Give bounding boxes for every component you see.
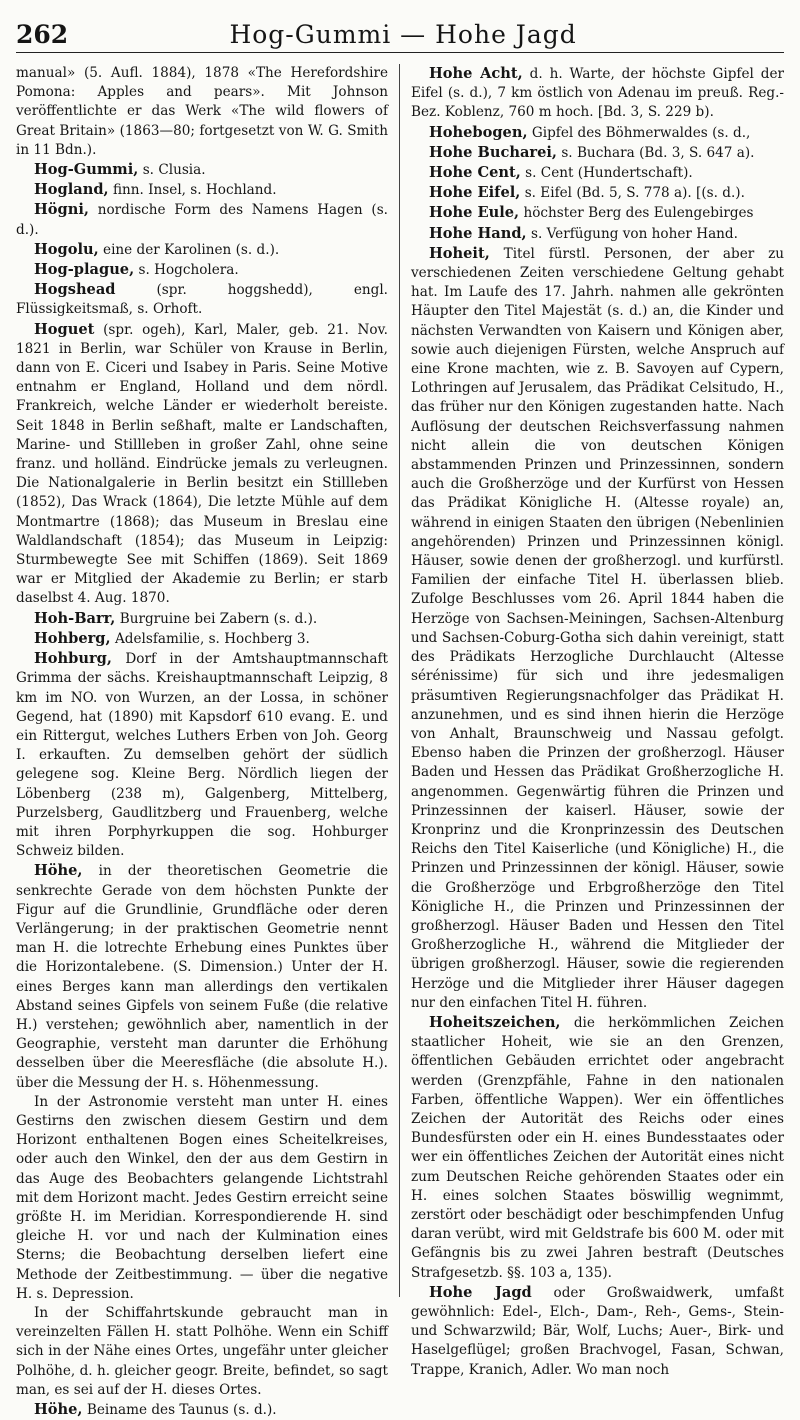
entry-body: d. h. Warte, der höchste Gipfel der Eifel (s. d.), 7 km östlich von Adenau im preuß. Reg.-Bez. Koblenz, 760 m hoch. [Bd. 3, S. 229 b). bbox=[411, 66, 785, 121]
headword: Hohe Jagd bbox=[429, 1283, 532, 1301]
entry bbox=[16, 280, 388, 319]
entry-paragraph bbox=[16, 1093, 388, 1304]
running-head: Hog-Gummi — Hohe Jagd bbox=[229, 19, 577, 49]
headword: Hohburg, bbox=[34, 650, 112, 668]
headword: Hohe Hand, bbox=[429, 224, 527, 242]
entry bbox=[411, 143, 784, 163]
entry-body: in der theoretischen Geometrie die senkrechte Gerade von dem höchsten Punkte der Figur auf die Grundlinie, Grundfläche oder deren Verlängerung; in der praktischen Geometrie nennt man H. die lotrechte Erhebung eines Punktes über die Horizontalebene. (S. Dimension.) Unter der H. eines Berges kann man allerdings den vertikalen Abstand seines Gipfels von seinem Fuße (die relative H.) verstehen; gewöhnlich aber, namentlich in der Geographie, versteht man darunter die Erhöhung desselben über die Meeresfläche (die absolute H.). über die Messung der H. s. Höhenmessung. bbox=[16, 863, 389, 1091]
headword: Hoheitszeichen, bbox=[429, 1013, 561, 1031]
entry bbox=[16, 629, 388, 649]
entry-body: s. Clusia. bbox=[142, 162, 206, 179]
headword: Hohberg, bbox=[34, 629, 111, 647]
entry-body: In der Astronomie versteht man unter H. eines Gestirns den zwischen diesem Gestirn und dem Horizont enthaltenen Bogen eines Scheitelkreises, oder auch den Winkel, den der aus dem Gestirn in das Auge des Beobachters gelangende Lichtstrahl mit dem Horizont macht. Jedes Gestirn erreicht seine größte H. im Meridian. Korrespondierende H. sind gleiche H. vor und nach der Kulmination eines Sterns; die Beobachtung derselben liefert eine Methode der Zeitbestimmung. — über die negative H. s. Depression. bbox=[16, 1093, 388, 1302]
entry-body: höchster Berg des Eulengebirges bbox=[523, 205, 754, 222]
entry-body: finn. Insel, s. Hochland. bbox=[112, 182, 277, 199]
entry bbox=[411, 163, 784, 183]
entry-body: s. Buchara (Bd. 3, S. 647 a). bbox=[561, 144, 755, 161]
entry bbox=[16, 1400, 388, 1420]
headword: Hogland, bbox=[34, 181, 109, 199]
entry-body: s. Eifel (Bd. 5, S. 778 a). [(s. d.). bbox=[524, 185, 745, 202]
headword: Hohe Eule, bbox=[429, 204, 520, 222]
entry bbox=[411, 1283, 784, 1380]
entry-body: s. Verfügung von hoher Hand. bbox=[530, 225, 738, 242]
entry bbox=[16, 160, 388, 180]
entry-body: (spr. ogeh), Karl, Maler, geb. 21. Nov. 1821 in Berlin, war Schüler von Krause in Berlin, dann von E. Ciceri und Isabey in Paris. Seine Motive entnahm er England, Holland und dem nördl. Frankreich, welche Länder er wiederholt bereiste. Seit 1848 in Berlin seßhaft, malte er Landschaften, Marine- und Stillleben in großer Zahl, ohne seine franz. und holländ. Eindrücke jemals zu verleugnen. Die Nationalgalerie in Berlin besitzt ein Stillleben (1852), Das Wrack (1864), Die letzte Mühle auf dem Montmartre (1868); das Museum in Breslau eine Waldlandschaft (1854); das Museum in Leipzig: Sturmbewegte See mit Schiffen (1869). Seit 1869 war er Mitglied der Akademie zu Berlin; er starb daselbst 4. Aug. 1870. bbox=[16, 321, 388, 607]
headword: Hoheit, bbox=[429, 244, 490, 262]
entry-body: s. Hogcholera. bbox=[138, 262, 239, 279]
headword: Hogshead bbox=[34, 281, 116, 299]
right-column bbox=[400, 64, 785, 1378]
text-columns bbox=[16, 64, 785, 1419]
page-header bbox=[16, 16, 784, 53]
entry bbox=[16, 861, 388, 1092]
entry-paragraph bbox=[16, 1304, 388, 1400]
entry bbox=[16, 200, 388, 239]
left-column bbox=[16, 64, 400, 1419]
headword: Hoh-Barr, bbox=[34, 609, 116, 627]
entry-body: Titel fürstl. Personen, der aber zu verschiedenen Zeiten verschiedene Geltung gehabt hat. Im Laufe des 17. Jahrh. nahmen alle gekrönten Häupter den Titel Majestät (s. d.) an, die Kinder und nächsten Verwandten von Kaisern und Königen aber, sowie auch diejenigen Fürsten, welche Anspruch auf eine Krone machten, wie z. B. Savoyen auf Cypern, Lothringen auf Jerusalem, das Prädikat Celsitudo, H., das früher nur den Königen zugestanden hatte. Nach Auflösung der deutschen Reichsverfassung nahmen nicht allein die von deutschen Königen abstammenden Prinzen und Prinzessinnen, sondern auch die Großherzöge und der Kurfürst von Hessen das Prädikat Königliche H. (Altesse royale) an, während in einigen Staaten den übrigen (Nebenlinien angehörenden) Prinzen und Prinzessinnen königl. Häuser, sowie denen der großherzogl. und kurfürstl. Familien der einfache Titel H. überlassen blieb. Zufolge Beschlusses vom 26. April 1844 haben die Herzöge von Sachsen-Meiningen, Sachsen-Altenburg und Sachsen-Coburg-Gotha sich dahin vereinigt, statt des Prädikats Herzogliche Durchlaucht (Altesse sérénissime) für sich und ihre jedesmaligen präsumtiven Regierungsnachfolger das Prädikat H. anzunehmen, und es sind ihnen hierin die Herzöge von Anhalt, Braunschweig und Nassau gefolgt. Ebenso haben die Prinzen der großherzogl. Häuser Baden und Hessen das Prädikat Großherzogliche H. angenommen. Gegenwärtig führen die Prinzen und Prinzessinnen der kaiserl. Häuser, sowie der Kronprinz und die Kronprinzessin des Deutschen Reichs den Titel Kaiserliche (und Königliche) H., die Prinzen und Prinzessinnen der königl. Häuser, sowie die Großherzöge und Erbgroßherzöge den Titel Königliche H., die Prinzen und Prinzessinnen der großherzogl. Häuser Baden und Hessen den Titel Großherzogliche H., während die Mitglieder der übrigen großherzogl. Häuser, sowie die regierenden Herzöge und die Mitglieder ihrer Häuser dagegen nur den einfachen Titel H. führen. bbox=[411, 245, 784, 1011]
headword: Hohe Bucharei, bbox=[429, 143, 557, 161]
entry-body: Adelsfamilie, s. Hochberg 3. bbox=[114, 630, 310, 647]
entry-body: s. Cent (Hundertschaft). bbox=[525, 165, 693, 182]
entry-body: Gipfel des Böhmerwaldes (s. d., bbox=[531, 124, 751, 141]
entry bbox=[411, 224, 784, 244]
headword: Hoguet bbox=[34, 320, 95, 338]
entry bbox=[16, 649, 388, 861]
entry bbox=[16, 180, 388, 200]
entry bbox=[16, 320, 388, 609]
entry-body: Beiname des Taunus (s. d.). bbox=[86, 1402, 277, 1419]
entry-body: manual» (5. Aufl. 1884), 1878 «The Herefordshire Pomona: Apples and pears». Mit Johnson veröffentlichte er das Werk «The wild flowers of Great Britain» (1863—80; fortgesetzt von W. G. Smith in 11 Bdn.). bbox=[16, 65, 388, 158]
headword: Höhe, bbox=[34, 1401, 83, 1419]
headword: Hohebogen, bbox=[429, 123, 528, 141]
headword: Högni, bbox=[34, 201, 89, 219]
headword: Hohe Acht, bbox=[429, 65, 523, 82]
entry-body: die herkömmlichen Zeichen staatlicher Hoheit, wie sie an den Grenzen, öffentlichen Gebäuden errichtet oder angebracht werden (Grenzpfähle, Fahne in den nationalen Farben, öffentliche Wappen). Wer ein öffentliches Zeichen der Autorität des Reichs oder eines Bundesfürsten oder ein H. eines Bundesstaates oder wer ein öffentliches Zeichen der Autorität eines nicht zum Deutschen Reiche gehörenden Staates oder ein H. eines solchen Staates böswillig wegnimmt, zerstört oder beschädigt oder beschimpfenden Unfug daran verübt, wird mit Geldstrafe bis 600 M. oder mit Gefängnis bis zu zwei Jahren bestraft (Deutsches Strafgesetzb. §§. 103 a, 135). bbox=[411, 1014, 784, 1281]
headword: Höhe, bbox=[34, 862, 83, 880]
entry bbox=[411, 1013, 784, 1283]
entry bbox=[411, 64, 784, 123]
entry bbox=[16, 260, 388, 280]
headword: Hohe Eifel, bbox=[429, 184, 521, 202]
entry-body: (spr. hoggshedd), engl. Flüssigkeitsmaß, s. Orhoft. bbox=[16, 282, 389, 318]
entry bbox=[411, 244, 784, 1013]
entry bbox=[16, 240, 388, 260]
entry-body: In der Schiffahrtskunde gebraucht man in vereinzelten Fällen H. statt Polhöhe. Wenn ein Schiff sich in der Nähe eines Ortes, ungefähr unter gleicher Polhöhe, d. h. gleicher geogr. Breite, befindet, so sagt man, es sei auf der H. dieses Ortes. bbox=[16, 1305, 388, 1398]
entry bbox=[16, 609, 388, 629]
entry bbox=[411, 203, 784, 223]
entry-text bbox=[16, 64, 388, 160]
entry-body: Dorf in der Amtshauptmannschaft Grimma der sächs. Kreishauptmannschaft Leipzig, 8 km im NO. von Wurzen, an der Lossa, in schöner Gegend, hat (1890) mit Kapsdorf 610 evang. E. und ein Rittergut, welches Luthers Erben von Joh. Georg I. erkauften. Zu demselben gehört der südlich gelegene sog. Kleine Berg. Nördlich liegen der Löbenberg (238 m), Galgenberg, Mittelberg, Purzelsberg, Gaudlitzberg und Frauenberg, welche mit ihren Porphyrkuppen die sog. Hohburger Schweiz bilden. bbox=[16, 651, 388, 860]
entry-body: Burgruine bei Zabern (s. d.). bbox=[119, 610, 318, 627]
page-number: 262 bbox=[16, 19, 69, 49]
headword: Hogolu, bbox=[34, 240, 99, 258]
headword: Hohe Cent, bbox=[429, 164, 521, 182]
entry-body: nordische Form des Namens Hagen (s. d.). bbox=[16, 202, 388, 238]
entry-body: eine der Karolinen (s. d.). bbox=[103, 241, 280, 258]
entry-body: oder Großwaidwerk, umfaßt gewöhnlich: Edel-, Elch-, Dam-, Reh-, Gems-, Stein- und Schwarzwild; Bär, Wolf, Luchs; Auer-, Birk- und Haselgeflügel; großen Brachvogel, Fasan, Schwan, Trappe, Kranich, Adler. Wo man noch bbox=[411, 1284, 784, 1378]
headword: Hog-Gummi, bbox=[34, 161, 139, 179]
headword: Hog-plague, bbox=[34, 261, 135, 279]
entry bbox=[411, 123, 784, 143]
entry bbox=[411, 183, 784, 203]
